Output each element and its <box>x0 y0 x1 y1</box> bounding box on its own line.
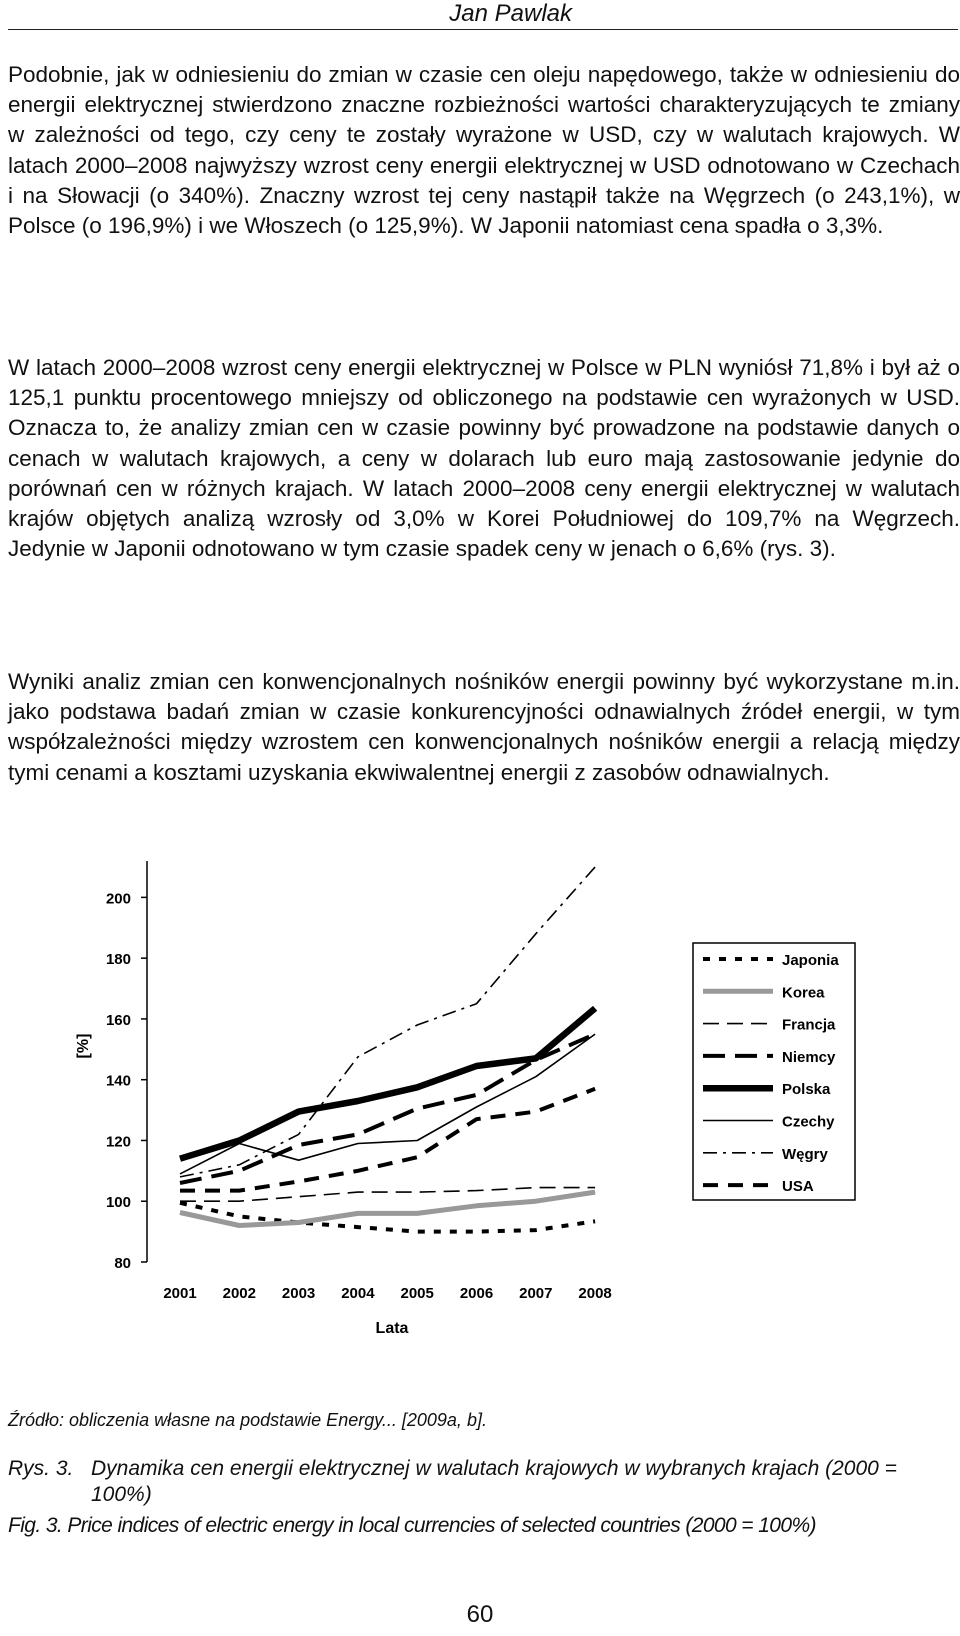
figure-caption-pl <box>8 1456 960 1506</box>
x-tick-label: 2002 <box>222 1285 256 1302</box>
price-index-chart <box>0 858 960 1398</box>
legend-label-japonia: Japonia <box>782 952 839 969</box>
legend-label-wegry: Węgry <box>782 1145 828 1163</box>
y-tick-label: 140 <box>105 1072 131 1090</box>
x-tick-label: 2003 <box>281 1285 316 1302</box>
x-tick-label: 2008 <box>578 1285 612 1302</box>
y-tick-label: 160 <box>105 1011 131 1029</box>
y-tick-label: 200 <box>105 890 131 908</box>
legend-label-czechy: Czechy <box>782 1113 835 1131</box>
chart-legend <box>693 943 855 1200</box>
legend-label-polska: Polska <box>782 1081 831 1099</box>
figure-caption-en: Fig. 3. Price indices of electric energy in local currencies of selected countries (2000 = 100%) <box>8 1514 816 1537</box>
series-line-korea <box>180 1192 595 1225</box>
x-tick-label: 2001 <box>163 1285 197 1302</box>
legend-label-usa: USA <box>782 1178 814 1196</box>
y-tick-label: 100 <box>105 1194 131 1212</box>
chart-series-lines <box>180 867 595 1232</box>
x-tick-label: 2006 <box>459 1285 494 1302</box>
legend-box <box>693 943 855 1200</box>
legend-label-niemcy: Niemcy <box>782 1048 836 1066</box>
legend-label-francja: Francja <box>782 1016 836 1034</box>
page-number: 60 <box>466 1601 494 1628</box>
paragraph-1: Podobnie, jak w odniesieniu do zmian w czasie cen oleju napędowego, także w odniesieniu do energii elektrycznej stwierdzono znaczne rozbieżności wartości charakteryzujących te zmiany w zależności od tego, czy ceny te zostały wyrażone w USD, czy w walutach krajowych. W latach 2000–2008 najwyższy wzrost ceny energii elektrycznej w USD odnotowano w Czechach i na Słowacji (o 340%). Znaczny wzrost tej ceny nastąpił także na Węgrzech (o 243,1%), w Polsce (o 196,9%) i we Włoszech (o 125,9%). W Japonii natomiast cena spadła o 3,3%. <box>8 62 960 239</box>
x-tick-label: 2007 <box>519 1285 553 1302</box>
figure-source: Źródło: obliczenia własne na podstawie Energy... [2009a, b]. <box>8 1410 487 1430</box>
legend-label-korea: Korea <box>782 984 825 1002</box>
series-line-czechy <box>180 1034 595 1174</box>
x-tick-label: 2004 <box>341 1285 375 1302</box>
series-line-wegry <box>180 867 595 1177</box>
caption-pl-label: Rys. 3. <box>8 1457 74 1480</box>
header-rule <box>8 29 958 30</box>
chart-axes <box>75 861 612 1337</box>
series-line-polska <box>180 1008 595 1158</box>
paragraph-2: W latach 2000–2008 wzrost ceny energii elektrycznej w Polsce w PLN wyniósł 71,8% i był aż o 125,1 punktu procentowego mniejszy od obliczonego na podstawie cen wyrażonych w USD. Oznacza to, że analizy zmian cen w czasie powinny być prowadzone na podstawie danych o cenach w walutach krajowych, a ceny w dolarach lub euro mają zastosowanie jedynie do porównań cen w różnych krajach. W latach 2000–2008 ceny energii elektrycznej w walutach krajów objętych analizą wzrosły od 3,0% w Korei Południowej do 109,7% na Węgrzech. Jedynie w Japonii odnotowano w tym czasie spadek ceny w jenach o 6,6% (rys. 3). <box>8 355 960 562</box>
x-axis-label: Lata <box>375 1320 409 1337</box>
y-tick-label: 80 <box>114 1255 131 1272</box>
paragraph-3: Wyniki analiz zmian cen konwencjonalnych nośników energii powinny być wykorzystane m.in. jako podstawa badań zmian w czasie konkurencyjności odnawialnych źródeł energii, w tym współzależności między wzrostem cen konwencjonalnych nośników energii a relacją między tymi cenami a kosztami uzyskania ekwiwalentnej energii z zasobów odnawialnych. <box>8 669 960 785</box>
y-axis-label: [%] <box>75 1033 92 1059</box>
y-tick-label: 120 <box>105 1133 131 1151</box>
author-name: Jan Pawlak <box>449 0 572 27</box>
y-tick-label: 180 <box>105 951 131 969</box>
running-header <box>0 0 960 30</box>
caption-pl-text: Dynamika cen energii elektrycznej w walutach krajowych w wybranych krajach (2000 = 100%) <box>91 1457 897 1506</box>
x-tick-label: 2005 <box>400 1285 434 1302</box>
